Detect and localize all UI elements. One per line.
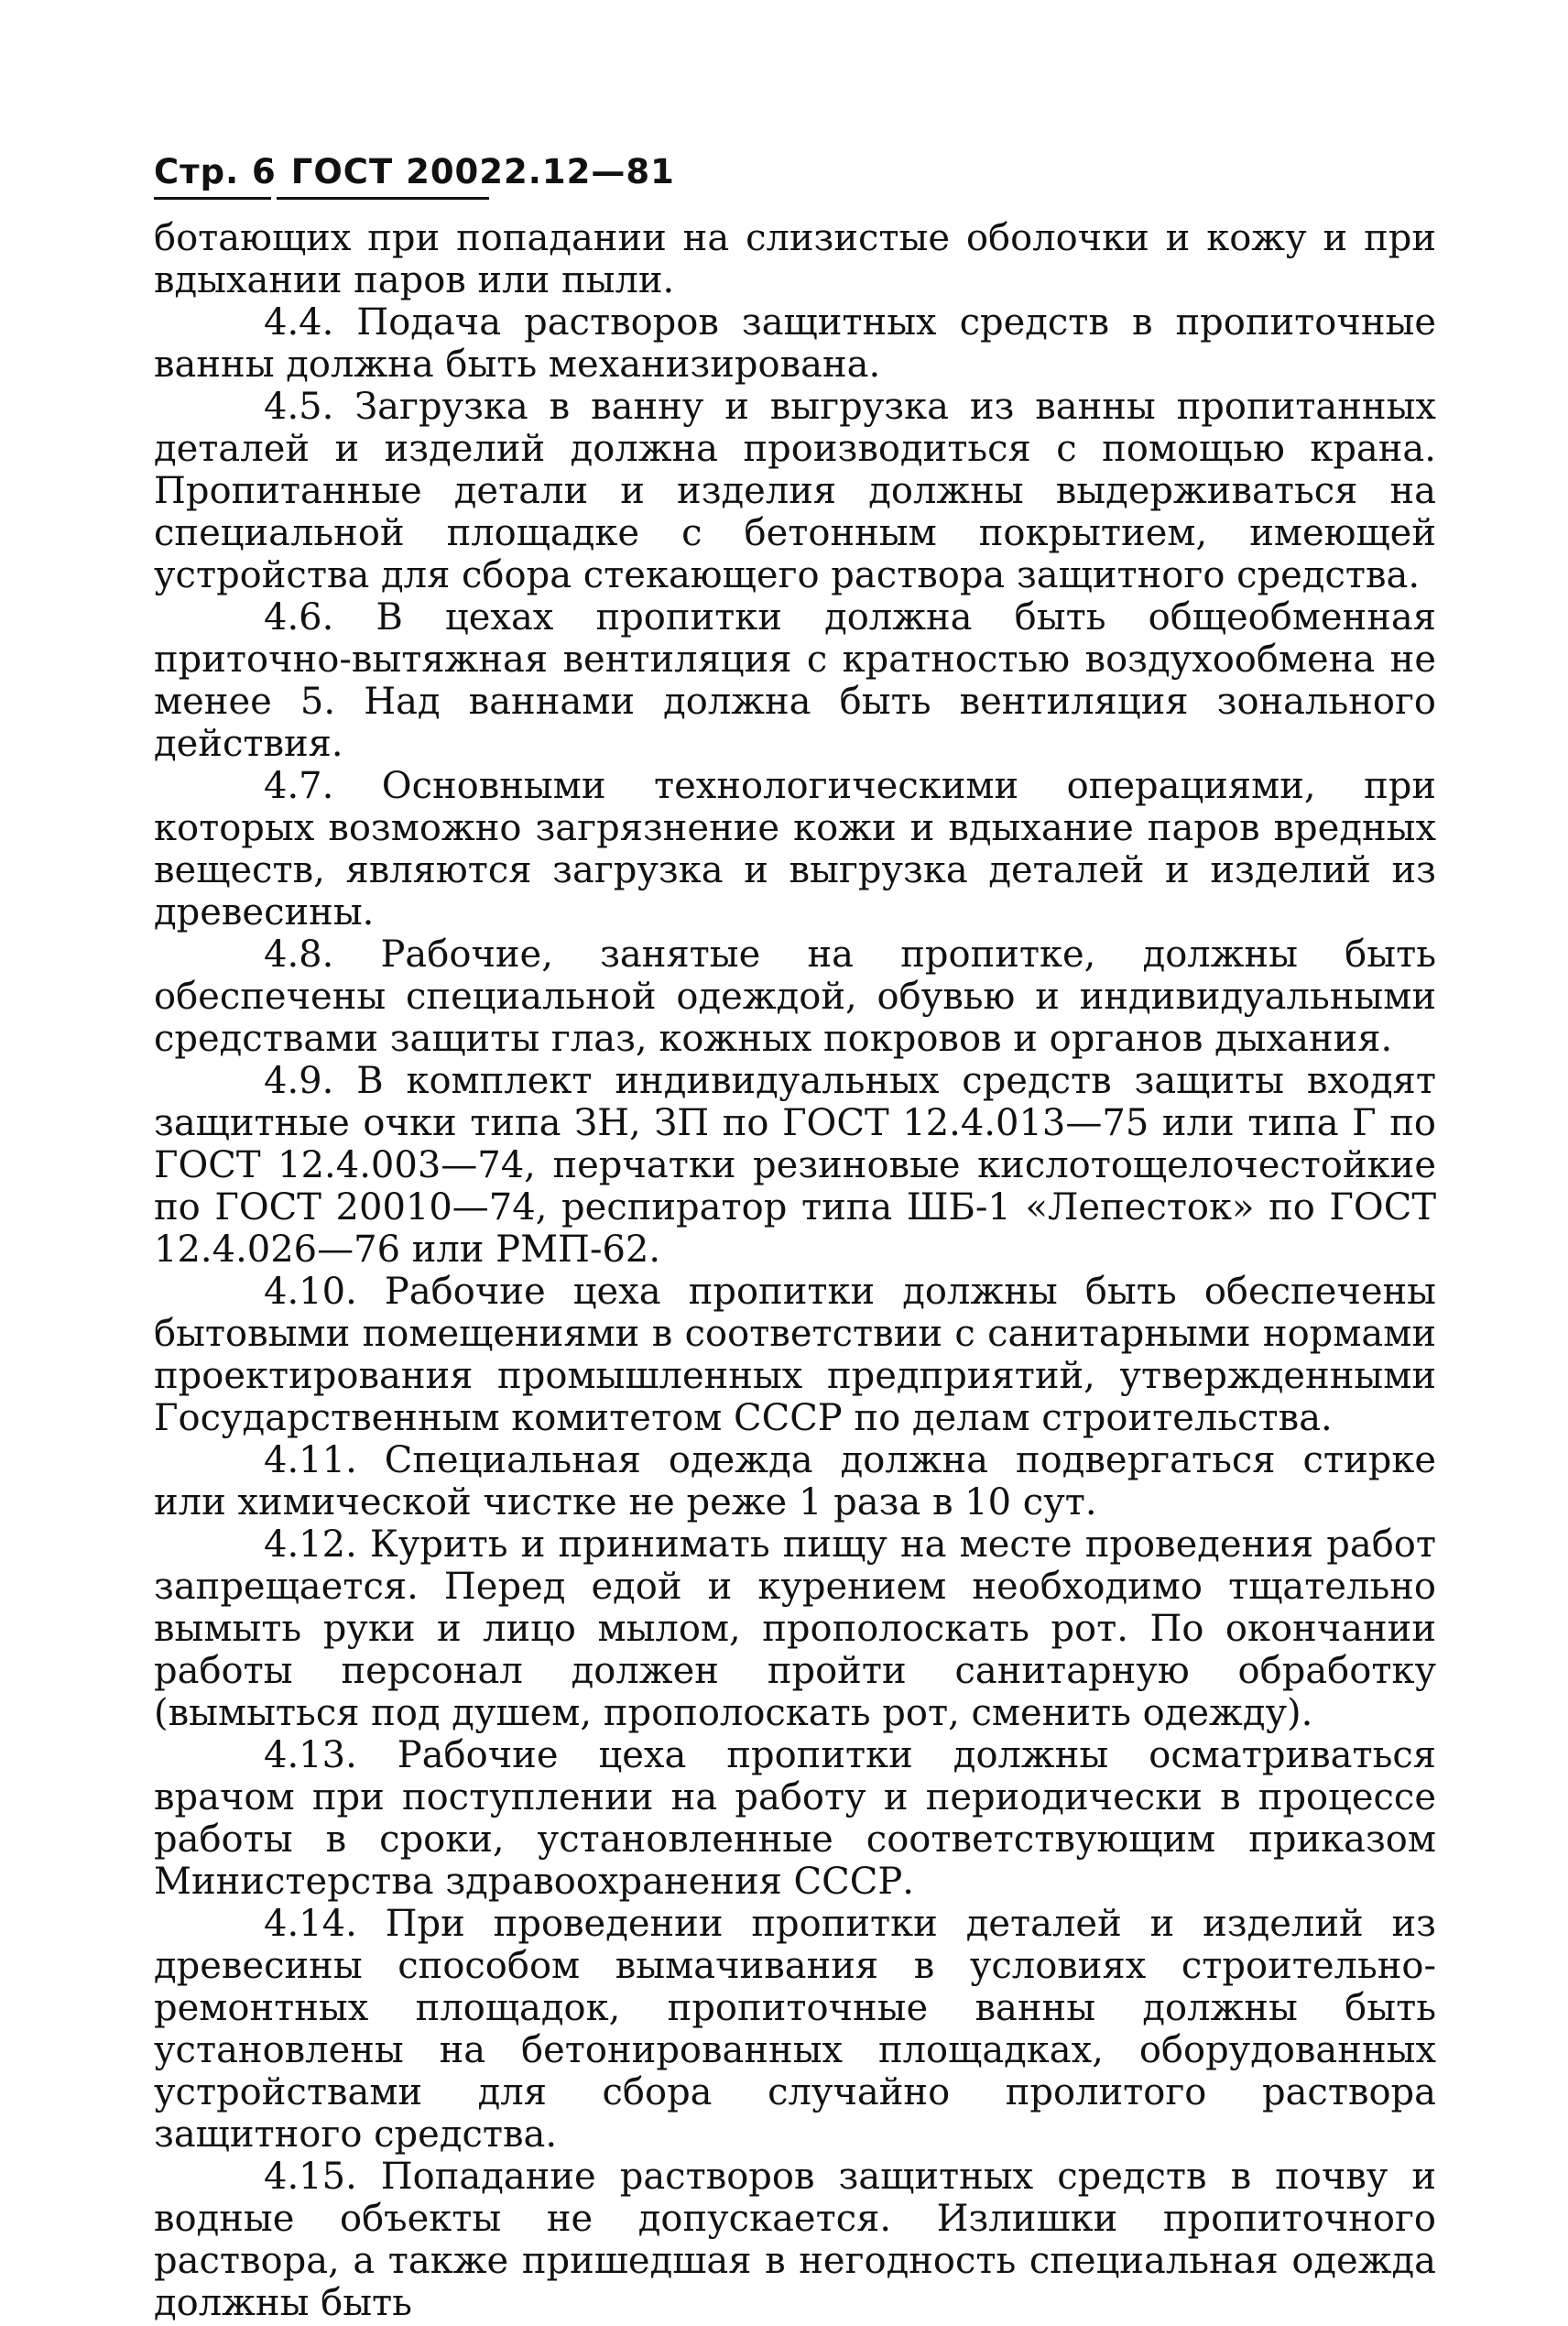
- body-text: [154, 217, 1436, 2324]
- page-header: [154, 154, 1436, 191]
- paragraph-continuation: ботающих при попадании на слизистые оболочки и кожу и при вдыхании паров или пыли.: [154, 216, 1436, 301]
- paragraph-4-14: 4.14. При проведении пропитки деталей и изделий из древесины способом вымачивания в условиях строительно-ремонтных площадок, пропиточные ванны должны быть установлены на бетонированных площадках, оборудованных устройствами для сбора случайно пролитого раствора защитного средства.: [154, 1902, 1436, 2156]
- paragraph-4-7: 4.7. Основными технологическими операциями, при которых возможно загрязнение кожи и вдыхание паров вредных веществ, являются загрузка и выгрузка деталей и изделий из древесины.: [154, 764, 1436, 934]
- paragraph-4-6: 4.6. В цехах пропитки должна быть общеобменная приточно-вытяжная вентиляция с кратностью воздухообмена не менее 5. Над ваннами должна быть вентиляция зонального действия.: [154, 595, 1436, 765]
- paragraph-4-9: 4.9. В комплект индивидуальных средств защиты входят защитные очки типа ЗН, ЗП по ГОСТ 12.4.013—75 или типа Г по ГОСТ 12.4.003—74, перчатки резиновые кислотощелочестойкие по ГОСТ 20010—74, респиратор типа ШБ-1 «Лепесток» по ГОСТ 12.4.026—76 или РМП-62.: [154, 1059, 1436, 1271]
- paragraph-4-10: 4.10. Рабочие цеха пропитки должны быть обеспечены бытовыми помещениями в соответствии с санитарными нормами проектирования промышленных предприятий, утвержденными Государственным комитетом СССР по делам строительства.: [154, 1270, 1436, 1439]
- header-rule-right: [277, 197, 489, 201]
- paragraph-4-4: 4.4. Подача растворов защитных средств в пропиточные ванны должна быть механизирована.: [154, 300, 1436, 386]
- header-underline: [154, 197, 1436, 201]
- page-label: Стр. 6: [154, 152, 277, 191]
- document-page: [154, 154, 1436, 2324]
- paragraph-4-8: 4.8. Рабочие, занятые на пропитке, должны быть обеспечены специальной одеждой, обувью и индивидуальными средствами защиты глаз, кожных покровов и органов дыхания.: [154, 933, 1436, 1060]
- paragraph-4-15: 4.15. Попадание растворов защитных средств в почву и водные объекты не допускается. Излишки пропиточного раствора, а также пришедшая в негодность специальная одежда должны быть: [154, 2155, 1436, 2324]
- paragraph-4-11: 4.11. Специальная одежда должна подвергаться стирке или химической чистке не реже 1 раза в 10 сут.: [154, 1438, 1436, 1523]
- paragraph-4-5: 4.5. Загрузка в ванну и выгрузка из ванны пропитанных деталей и изделий должна производиться с помощью крана. Пропитанные детали и изделия должны выдерживаться на специальной площадке с бетонным покрытием, имеющей устройства для сбора стекающего раствора защитного средства.: [154, 385, 1436, 596]
- standard-number: ГОСТ 20022.12—81: [290, 152, 675, 191]
- header-rule-left: [154, 197, 271, 201]
- paragraph-4-13: 4.13. Рабочие цеха пропитки должны осматриваться врачом при поступлении на работу и периодически в процессе работы в сроки, установленные соответствующим приказом Министерства здравоохранения СССР.: [154, 1733, 1436, 1903]
- paragraph-4-12: 4.12. Курить и принимать пищу на месте проведения работ запрещается. Перед едой и курением необходимо тщательно вымыть руки и лицо мылом, прополоскать рот. По окончании работы персонал должен пройти санитарную обработку (вымыться под душем, прополоскать рот, сменить одежду).: [154, 1523, 1436, 1734]
